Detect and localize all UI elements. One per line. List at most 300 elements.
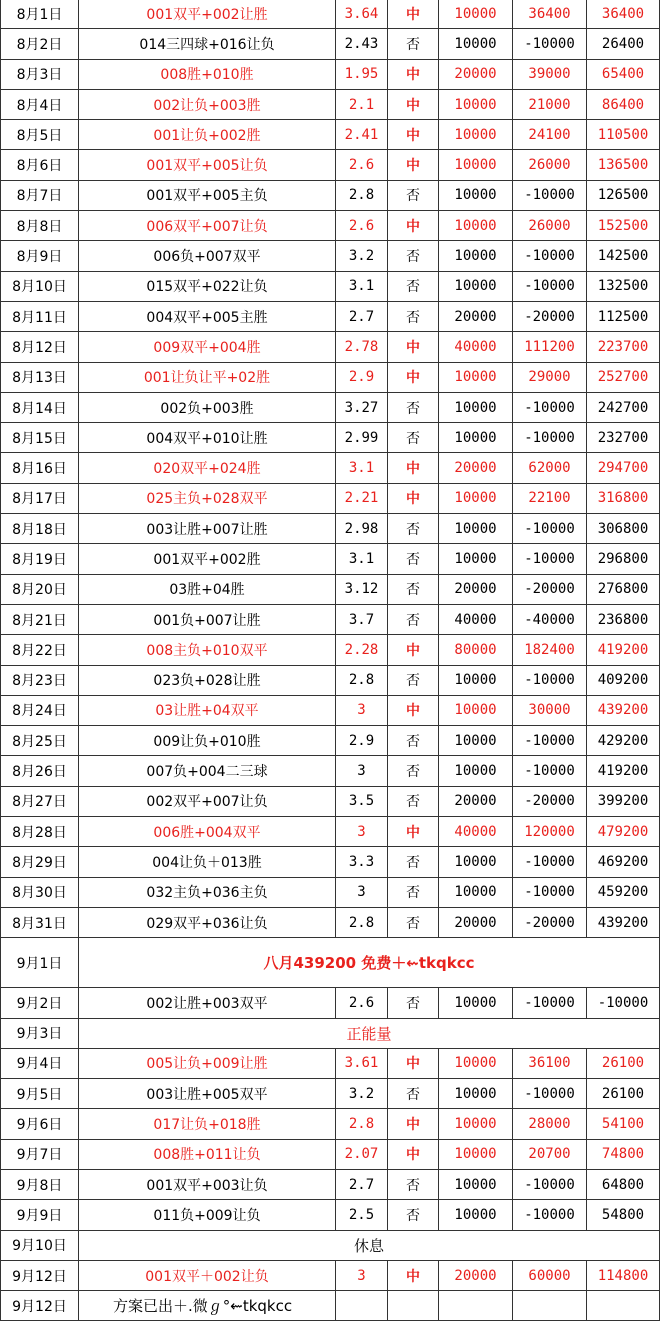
table-row: [1, 89, 660, 119]
plan-cell: 002让胜+003双平: [79, 988, 336, 1018]
plan-cell: 001负+007让胜: [79, 604, 336, 634]
odds-cell: 2.8: [336, 907, 388, 937]
date-cell: 8月16日: [1, 453, 79, 483]
date-cell: 8月8日: [1, 211, 79, 241]
empty-cell: [388, 1291, 439, 1321]
odds-cell: 2.6: [336, 988, 388, 1018]
result-cell: 否: [388, 907, 439, 937]
table-row: [1, 483, 660, 513]
plan-cell: 008胜+010胜: [79, 59, 336, 89]
bet-cell: 20000: [439, 574, 513, 604]
bet-cell: 10000: [439, 726, 513, 756]
table-row: [1, 1079, 660, 1109]
plan-cell: 029双平+036让负: [79, 907, 336, 937]
notice-text: 方案已出＋.微ℊ°⇜tkqkcc: [79, 1291, 336, 1321]
plan-cell: 03让胜+04双平: [79, 695, 336, 725]
table-row: [1, 453, 660, 483]
profit-cell: 22100: [513, 483, 587, 513]
profit-cell: -10000: [513, 726, 587, 756]
result-cell: 否: [388, 241, 439, 271]
bet-cell: 10000: [439, 1169, 513, 1199]
table-row: [1, 665, 660, 695]
profit-cell: 26000: [513, 150, 587, 180]
plan-cell: 008胜+011让负: [79, 1139, 336, 1169]
result-cell: 否: [388, 392, 439, 422]
total-cell: 26400: [587, 29, 660, 59]
plan-cell: 025主负+028双平: [79, 483, 336, 513]
odds-cell: 2.7: [336, 1169, 388, 1199]
table-row: [1, 180, 660, 210]
total-cell: 419200: [587, 756, 660, 786]
table-row: [1, 271, 660, 301]
bet-cell: 40000: [439, 332, 513, 362]
odds-cell: 3: [336, 1260, 388, 1290]
odds-cell: 3: [336, 756, 388, 786]
bet-cell: 20000: [439, 453, 513, 483]
profit-cell: 36100: [513, 1048, 587, 1078]
plan-cell: 002负+003胜: [79, 392, 336, 422]
bet-cell: 20000: [439, 301, 513, 331]
bet-cell: 20000: [439, 786, 513, 816]
result-cell: 否: [388, 1079, 439, 1109]
bet-cell: 10000: [439, 89, 513, 119]
result-cell: 否: [388, 423, 439, 453]
total-cell: 429200: [587, 726, 660, 756]
result-cell: 中: [388, 1139, 439, 1169]
table-row: [1, 150, 660, 180]
odds-cell: 3.7: [336, 604, 388, 634]
odds-cell: 3.12: [336, 574, 388, 604]
bet-cell: 20000: [439, 59, 513, 89]
table-row: [1, 1048, 660, 1078]
date-cell: 8月31日: [1, 907, 79, 937]
plan-cell: 015双平+022让负: [79, 271, 336, 301]
bet-cell: 10000: [439, 392, 513, 422]
bet-cell: 10000: [439, 847, 513, 877]
bet-cell: 20000: [439, 1260, 513, 1290]
total-cell: 469200: [587, 847, 660, 877]
total-cell: 419200: [587, 635, 660, 665]
date-cell: 8月20日: [1, 574, 79, 604]
table-row: [1, 423, 660, 453]
plan-cell: 03胜+04胜: [79, 574, 336, 604]
bet-cell: 10000: [439, 241, 513, 271]
result-cell: 中: [388, 817, 439, 847]
total-cell: 399200: [587, 786, 660, 816]
odds-cell: 3.64: [336, 0, 388, 29]
plan-cell: 001让负+002胜: [79, 120, 336, 150]
total-cell: 439200: [587, 695, 660, 725]
profit-cell: 26000: [513, 211, 587, 241]
total-cell: -10000: [587, 988, 660, 1018]
date-cell: 9月2日: [1, 988, 79, 1018]
plan-cell: 001让负让平+02胜: [79, 362, 336, 392]
total-cell: 242700: [587, 392, 660, 422]
total-cell: 54800: [587, 1200, 660, 1230]
plan-cell: 002双平+007让负: [79, 786, 336, 816]
result-cell: 否: [388, 29, 439, 59]
profit-cell: -20000: [513, 786, 587, 816]
date-cell: 8月18日: [1, 514, 79, 544]
date-cell: 9月12日: [1, 1260, 79, 1290]
plan-cell: 006胜+004双平: [79, 817, 336, 847]
table-row: [1, 241, 660, 271]
bet-cell: 10000: [439, 120, 513, 150]
table-row: [1, 301, 660, 331]
profit-cell: 182400: [513, 635, 587, 665]
profit-cell: 29000: [513, 362, 587, 392]
odds-cell: 3.1: [336, 271, 388, 301]
profit-cell: -10000: [513, 847, 587, 877]
total-cell: 142500: [587, 241, 660, 271]
profit-cell: 36400: [513, 0, 587, 29]
total-cell: 296800: [587, 544, 660, 574]
date-cell: 8月1日: [1, 0, 79, 29]
odds-cell: 2.1: [336, 89, 388, 119]
odds-cell: 3.27: [336, 392, 388, 422]
date-cell: 8月11日: [1, 301, 79, 331]
plan-cell: 004双平+010让胜: [79, 423, 336, 453]
result-cell: 中: [388, 1048, 439, 1078]
profit-cell: 28000: [513, 1109, 587, 1139]
profit-cell: -10000: [513, 988, 587, 1018]
total-cell: 439200: [587, 907, 660, 937]
profit-cell: 21000: [513, 89, 587, 119]
total-cell: 152500: [587, 211, 660, 241]
bet-cell: 10000: [439, 877, 513, 907]
total-cell: 276800: [587, 574, 660, 604]
date-cell: 8月13日: [1, 362, 79, 392]
profit-cell: -10000: [513, 514, 587, 544]
table-row: [1, 726, 660, 756]
bet-cell: 10000: [439, 271, 513, 301]
result-cell: 否: [388, 756, 439, 786]
bet-cell: 10000: [439, 1109, 513, 1139]
result-cell: 否: [388, 665, 439, 695]
date-cell: 9月5日: [1, 1079, 79, 1109]
plan-cell: 014三四球+016让负: [79, 29, 336, 59]
odds-cell: 3: [336, 817, 388, 847]
date-cell: 8月23日: [1, 665, 79, 695]
plan-cell: 006负+007双平: [79, 241, 336, 271]
plan-cell: 023负+028让胜: [79, 665, 336, 695]
total-cell: 252700: [587, 362, 660, 392]
table-row: [1, 847, 660, 877]
bet-cell: 10000: [439, 1139, 513, 1169]
bet-cell: 10000: [439, 756, 513, 786]
bet-cell: 10000: [439, 1079, 513, 1109]
plan-cell: 006双平+007让负: [79, 211, 336, 241]
odds-cell: 1.95: [336, 59, 388, 89]
table-row: [1, 59, 660, 89]
profit-cell: -40000: [513, 604, 587, 634]
date-cell: 8月24日: [1, 695, 79, 725]
date-cell: 8月21日: [1, 604, 79, 634]
result-cell: 否: [388, 1200, 439, 1230]
plan-cell: 005让负+009让胜: [79, 1048, 336, 1078]
profit-cell: -10000: [513, 544, 587, 574]
result-cell: 否: [388, 604, 439, 634]
bet-cell: 10000: [439, 483, 513, 513]
odds-cell: 3.1: [336, 544, 388, 574]
odds-cell: 2.5: [336, 1200, 388, 1230]
odds-cell: 2.43: [336, 29, 388, 59]
table-row: [1, 988, 660, 1018]
result-cell: 中: [388, 483, 439, 513]
odds-cell: 3: [336, 877, 388, 907]
date-cell: 9月9日: [1, 1200, 79, 1230]
date-cell: 8月3日: [1, 59, 79, 89]
total-cell: 114800: [587, 1260, 660, 1290]
result-cell: 中: [388, 695, 439, 725]
date-cell: 9月1日: [1, 938, 79, 988]
plan-cell: 002让负+003胜: [79, 89, 336, 119]
profit-cell: -10000: [513, 423, 587, 453]
bet-cell: 10000: [439, 150, 513, 180]
total-cell: 223700: [587, 332, 660, 362]
bet-cell: 10000: [439, 1048, 513, 1078]
profit-cell: 60000: [513, 1260, 587, 1290]
odds-cell: 2.21: [336, 483, 388, 513]
date-cell: 8月29日: [1, 847, 79, 877]
table-row: [1, 786, 660, 816]
result-cell: 否: [388, 877, 439, 907]
result-cell: 否: [388, 180, 439, 210]
bet-cell: 10000: [439, 544, 513, 574]
odds-cell: 2.6: [336, 211, 388, 241]
banner-text: 八月439200 免费＋⇜tkqkcc: [79, 938, 660, 988]
table-row: [1, 604, 660, 634]
empty-cell: [336, 1291, 388, 1321]
total-cell: 74800: [587, 1139, 660, 1169]
date-cell: 8月7日: [1, 180, 79, 210]
profit-cell: -20000: [513, 301, 587, 331]
odds-cell: 2.8: [336, 1109, 388, 1139]
date-cell: 8月25日: [1, 726, 79, 756]
total-cell: 316800: [587, 483, 660, 513]
table-row: [1, 817, 660, 847]
date-cell: 8月5日: [1, 120, 79, 150]
result-cell: 否: [388, 847, 439, 877]
total-cell: 54100: [587, 1109, 660, 1139]
result-cell: 否: [388, 271, 439, 301]
date-cell: 8月6日: [1, 150, 79, 180]
table-row: [1, 1169, 660, 1199]
table-row: [1, 907, 660, 937]
date-cell: 8月27日: [1, 786, 79, 816]
result-cell: 否: [388, 301, 439, 331]
profit-cell: 39000: [513, 59, 587, 89]
plan-cell: 001双平+005主负: [79, 180, 336, 210]
table-row: [1, 29, 660, 59]
bet-cell: 10000: [439, 362, 513, 392]
date-cell: 9月6日: [1, 1109, 79, 1139]
empty-cell: [587, 1291, 660, 1321]
bet-cell: 10000: [439, 29, 513, 59]
table-row: [1, 211, 660, 241]
table-row: [1, 392, 660, 422]
empty-cell: [513, 1291, 587, 1321]
total-cell: 86400: [587, 89, 660, 119]
bet-cell: 80000: [439, 635, 513, 665]
profit-cell: 30000: [513, 695, 587, 725]
odds-cell: 2.78: [336, 332, 388, 362]
bet-cell: 10000: [439, 0, 513, 29]
plan-cell: 020双平+024胜: [79, 453, 336, 483]
plan-cell: 007负+004二三球: [79, 756, 336, 786]
note-text: 正能量: [79, 1018, 660, 1048]
result-cell: 中: [388, 211, 439, 241]
profit-cell: -10000: [513, 1200, 587, 1230]
result-cell: 否: [388, 1169, 439, 1199]
total-cell: 306800: [587, 514, 660, 544]
result-cell: 中: [388, 0, 439, 29]
plan-cell: 003让胜+007让胜: [79, 514, 336, 544]
odds-cell: 2.6: [336, 150, 388, 180]
odds-cell: 3.5: [336, 786, 388, 816]
odds-cell: 3.2: [336, 1079, 388, 1109]
odds-cell: 2.41: [336, 120, 388, 150]
table-row: [1, 514, 660, 544]
profit-cell: -10000: [513, 241, 587, 271]
total-cell: 132500: [587, 271, 660, 301]
bet-cell: 10000: [439, 514, 513, 544]
date-cell: 8月15日: [1, 423, 79, 453]
profit-cell: -10000: [513, 1169, 587, 1199]
profit-cell: -20000: [513, 907, 587, 937]
odds-cell: 3.2: [336, 241, 388, 271]
date-cell: 8月28日: [1, 817, 79, 847]
profit-cell: 24100: [513, 120, 587, 150]
plan-cell: 001双平+005让负: [79, 150, 336, 180]
plan-cell: 001双平＋002让负: [79, 1260, 336, 1290]
profit-cell: 111200: [513, 332, 587, 362]
plan-cell: 008主负+010双平: [79, 635, 336, 665]
result-cell: 中: [388, 362, 439, 392]
table-row: [1, 1139, 660, 1169]
table-row: [1, 332, 660, 362]
date-cell: 9月7日: [1, 1139, 79, 1169]
result-cell: 否: [388, 988, 439, 1018]
table-row: [1, 877, 660, 907]
date-cell: 8月17日: [1, 483, 79, 513]
profit-cell: -10000: [513, 1079, 587, 1109]
date-cell: 8月2日: [1, 29, 79, 59]
result-cell: 中: [388, 1260, 439, 1290]
result-cell: 中: [388, 89, 439, 119]
bet-cell: 40000: [439, 604, 513, 634]
result-cell: 中: [388, 453, 439, 483]
table-row: [1, 0, 660, 29]
profit-cell: -10000: [513, 756, 587, 786]
odds-cell: 2.98: [336, 514, 388, 544]
profit-cell: -10000: [513, 665, 587, 695]
note-row: [1, 1018, 660, 1048]
odds-cell: 2.8: [336, 665, 388, 695]
profit-cell: -10000: [513, 392, 587, 422]
result-cell: 中: [388, 120, 439, 150]
result-cell: 中: [388, 150, 439, 180]
odds-cell: 3: [336, 695, 388, 725]
banner-row: [1, 938, 660, 988]
plan-cell: 011负+009让负: [79, 1200, 336, 1230]
total-cell: 65400: [587, 59, 660, 89]
table-row: [1, 1109, 660, 1139]
date-cell: 8月14日: [1, 392, 79, 422]
odds-cell: 2.9: [336, 726, 388, 756]
plan-cell: 004双平+005主胜: [79, 301, 336, 331]
date-cell: 8月19日: [1, 544, 79, 574]
total-cell: 236800: [587, 604, 660, 634]
date-cell: 8月30日: [1, 877, 79, 907]
date-cell: 9月10日: [1, 1230, 79, 1260]
plan-cell: 003让胜+005双平: [79, 1079, 336, 1109]
table-row: [1, 574, 660, 604]
result-cell: 否: [388, 574, 439, 604]
total-cell: 112500: [587, 301, 660, 331]
total-cell: 294700: [587, 453, 660, 483]
date-cell: 9月4日: [1, 1048, 79, 1078]
profit-cell: -10000: [513, 180, 587, 210]
date-cell: 8月26日: [1, 756, 79, 786]
empty-cell: [439, 1291, 513, 1321]
profit-cell: 120000: [513, 817, 587, 847]
bet-cell: 10000: [439, 695, 513, 725]
odds-cell: 2.99: [336, 423, 388, 453]
result-cell: 中: [388, 332, 439, 362]
plan-cell: 001双平+002胜: [79, 544, 336, 574]
total-cell: 26100: [587, 1079, 660, 1109]
table-row: [1, 120, 660, 150]
results-table-body: [1, 0, 660, 1321]
date-cell: 9月12日: [1, 1291, 79, 1321]
plan-cell: 009让负+010胜: [79, 726, 336, 756]
plan-cell: 001双平+003让负: [79, 1169, 336, 1199]
profit-cell: -20000: [513, 574, 587, 604]
bet-cell: 40000: [439, 817, 513, 847]
profit-cell: 20700: [513, 1139, 587, 1169]
table-row: [1, 635, 660, 665]
result-cell: 否: [388, 786, 439, 816]
total-cell: 136500: [587, 150, 660, 180]
plan-cell: 004让负＋013胜: [79, 847, 336, 877]
total-cell: 26100: [587, 1048, 660, 1078]
bet-cell: 10000: [439, 1200, 513, 1230]
bet-cell: 20000: [439, 907, 513, 937]
table-row: [1, 362, 660, 392]
total-cell: 110500: [587, 120, 660, 150]
result-cell: 中: [388, 635, 439, 665]
table-row: [1, 1200, 660, 1230]
bet-cell: 10000: [439, 988, 513, 1018]
odds-cell: 3.61: [336, 1048, 388, 1078]
table-row: [1, 544, 660, 574]
bet-cell: 10000: [439, 211, 513, 241]
rest-row: [1, 1230, 660, 1260]
date-cell: 8月9日: [1, 241, 79, 271]
table-row: [1, 1260, 660, 1290]
date-cell: 8月22日: [1, 635, 79, 665]
bet-cell: 10000: [439, 665, 513, 695]
total-cell: 409200: [587, 665, 660, 695]
result-cell: 中: [388, 1109, 439, 1139]
table-row: [1, 695, 660, 725]
rest-text: 休息: [79, 1230, 660, 1260]
bet-cell: 10000: [439, 423, 513, 453]
table-row: [1, 756, 660, 786]
bet-cell: 10000: [439, 180, 513, 210]
date-cell: 8月12日: [1, 332, 79, 362]
